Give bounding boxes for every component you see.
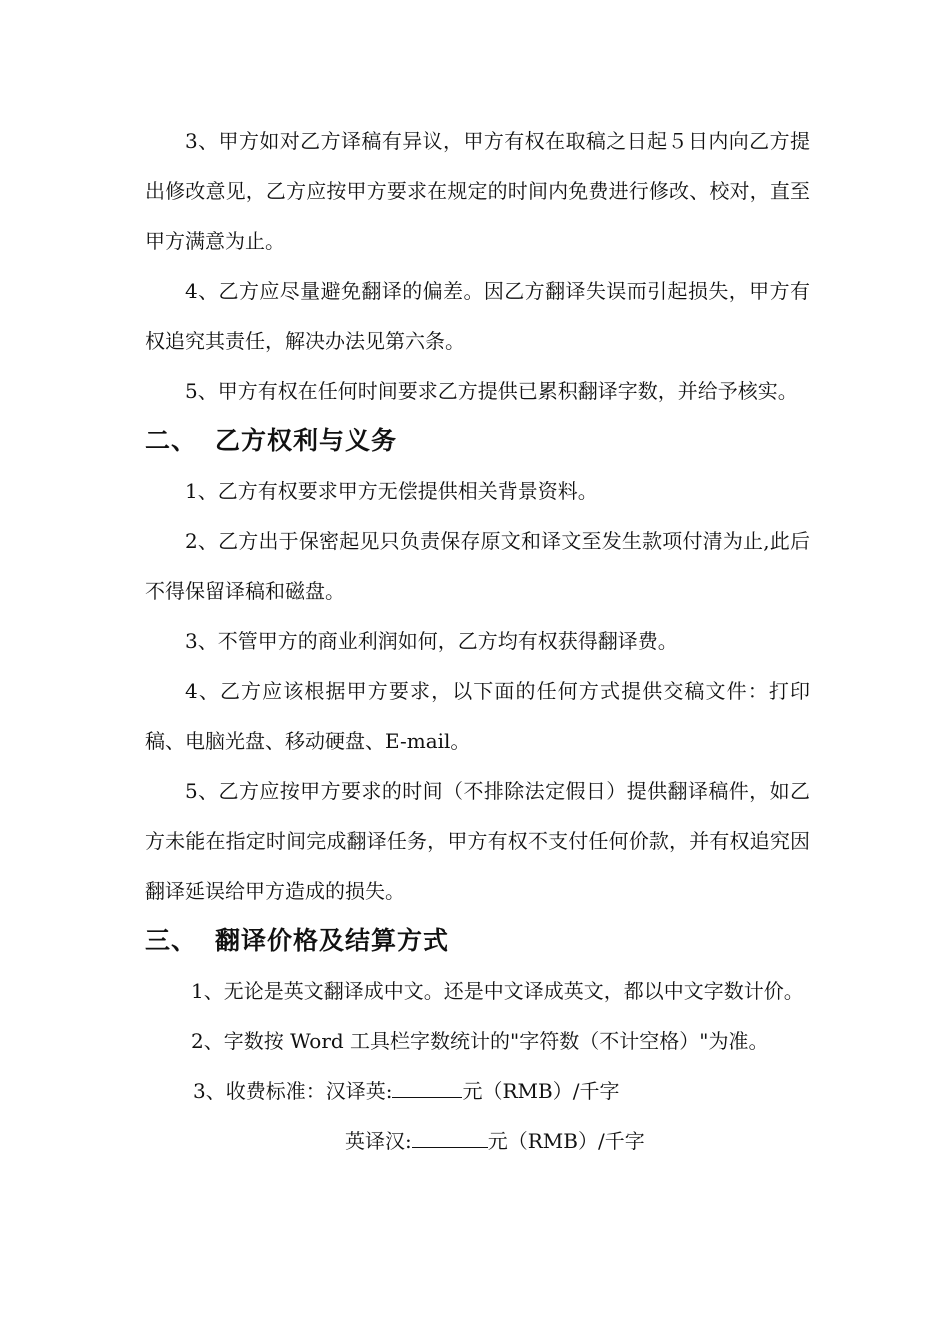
section-three-number: 三、 [145, 926, 198, 955]
fee-standard-en-zh [145, 1116, 810, 1166]
clause-1-3: 3、甲方如对乙方译稿有异议，甲方有权在取稿之日起５日内向乙方提出修改意见，乙方应按甲方要求在规定的时间内免费进行修改、校对，直至甲方满意为止。 [145, 129, 810, 253]
clause-2-4: 4、乙方应该根据甲方要求，以下面的任何方式提供交稿文件：打印稿、电脑光盘、移动硬盘、E-mail。 [145, 679, 810, 753]
clause-2-2: 2、乙方出于保密起见只负责保存原文和译文至发生款项付清为止,此后不得保留译稿和磁盘。 [145, 529, 810, 603]
fee-en-zh-label: 英译汉: [345, 1129, 412, 1153]
fee-zh-en-unit: 元（RMB）/千字 [462, 1079, 620, 1103]
clause-2-1: 1、乙方有权要求甲方无偿提供相关背景资料。 [185, 479, 598, 503]
section-two-title: 乙方权利与义务 [215, 426, 398, 455]
clause-2-3: 3、不管甲方的商业利润如何，乙方均有权获得翻译费。 [185, 629, 678, 653]
clause-1-5: 5、甲方有权在任何时间要求乙方提供已累积翻译字数，并给予核实。 [185, 379, 798, 403]
fee-zh-en-label: 3、收费标准：汉译英: [193, 1079, 393, 1103]
clause-2-5: 5、乙方应按甲方要求的时间（不排除法定假日）提供翻译稿件，如乙方未能在指定时间完成翻译任务，甲方有权不支付任何价款，并有权追究因翻译延误给甲方造成的损失。 [145, 779, 810, 903]
section-two-number: 二、 [145, 426, 198, 455]
clause-1-4: 4、乙方应尽量避免翻译的偏差。因乙方翻译失误而引起损失，甲方有权追究其责任，解决办法见第六条。 [145, 279, 810, 353]
clause-3-2: 2、字数按 Word 工具栏字数统计的"字符数（不计空格）"为准。 [191, 1029, 769, 1053]
clause-3-1: 1、无论是英文翻译成中文。还是中文译成英文，都以中文字数计价。 [191, 979, 804, 1003]
document-body [145, 116, 810, 1166]
fee-en-zh-blank[interactable] [412, 1129, 488, 1148]
fee-en-zh-unit: 元（RMB）/千字 [487, 1129, 645, 1153]
section-three-title: 翻译价格及结算方式 [215, 926, 450, 955]
section-three-heading [145, 916, 810, 966]
section-two-heading [145, 416, 810, 466]
fee-zh-en-blank[interactable] [392, 1079, 462, 1098]
fee-standard-zh-en [145, 1066, 810, 1116]
